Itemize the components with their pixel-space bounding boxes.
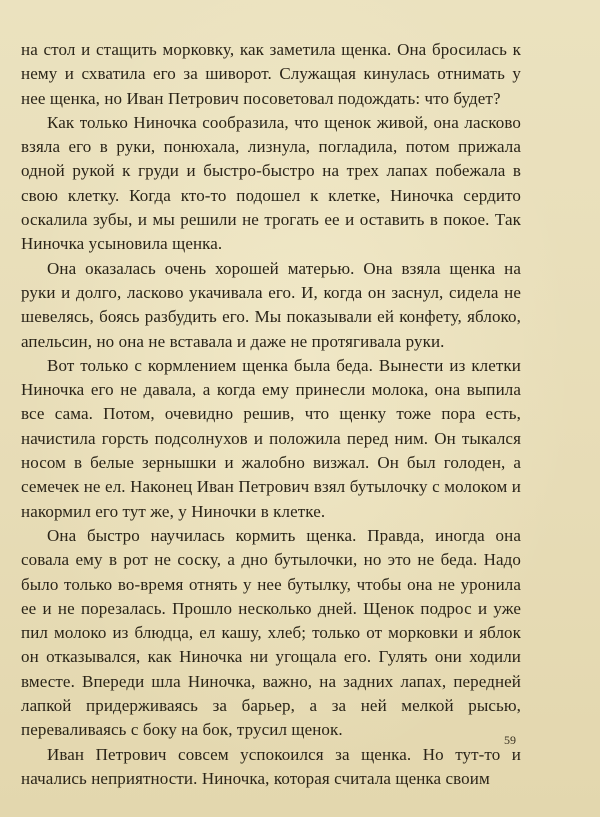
body-text: [21, 38, 521, 791]
paragraph-3: Она оказалась очень хорошей матерью. Она взяла щенка на руки и долго, ласково укачивала его. И, когда он заснул, сидела не шевелясь, боясь разбудить его. Мы показывали ей конфету, яблоко, апельсин, но она не вставала и даже не протягивала руки.: [21, 258, 521, 351]
page-number: 59: [504, 733, 516, 747]
paragraph-2: Как только Ниночка сообразила, что щенок живой, она ласково взяла его в руки, понюхала, лизнула, погладила, потом прижала одной рукой к груди и быстро-быстро на трех лапах побежала в свою клетку. Когда кто-то подошел к клетке, Ниночка сердито оскалила зубы, и мы решили не трогать ее и оставить в покое. Так Ниночка усыновила щенка.: [21, 112, 521, 254]
paragraph-4: Вот только с кормлением щенка была беда. Вынести из клетки Ниночка его не давала, а когда ему принесли молока, она выпила все сама. Потом, очевидно решив, что щенку тоже пора есть, начистила горсть подсолнухов и положила перед ним. Он тыкался носом в белые зернышки и жалобно визжал. Он был голоден, а семечек не ел. Наконец Иван Петрович взял бутылочку с молоком и накормил его тут же, у Ниночки в клетке.: [21, 355, 521, 521]
paragraph-1: на стол и стащить морковку, как заметила щенка. Она бросилась к нему и схватила его за шиворот. Служащая кинулась отнимать у нее щенка, но Иван Петрович посоветовал подождать: что будет?: [21, 40, 521, 108]
paragraph-5: Она быстро научилась кормить щенка. Правда, иногда она совала ему в рот не соску, а дно бутылочки, но это не беда. Надо было только во-время отнять у нее бутылку, чтобы она не уронила ее и не порезалась. Прошло несколько дней. Щенок подрос и уже пил молоко из блюдца, ел кашу, хлеб; только от морковки и яблок он отказывался, как Ниночка ни угощала его. Гулять они ходили вместе. Впереди шла Ниночка, важно, на задних лапах, передней лапкой придерживаясь за барьер, а за ней мелкой рысью, переваливаясь с боку на бок, трусил щенок.: [21, 525, 521, 740]
paragraph-6: Иван Петрович совсем успокоился за щенка. Но тут-то и начались неприятности. Ниночка, которая считала щенка своим: [21, 744, 521, 788]
